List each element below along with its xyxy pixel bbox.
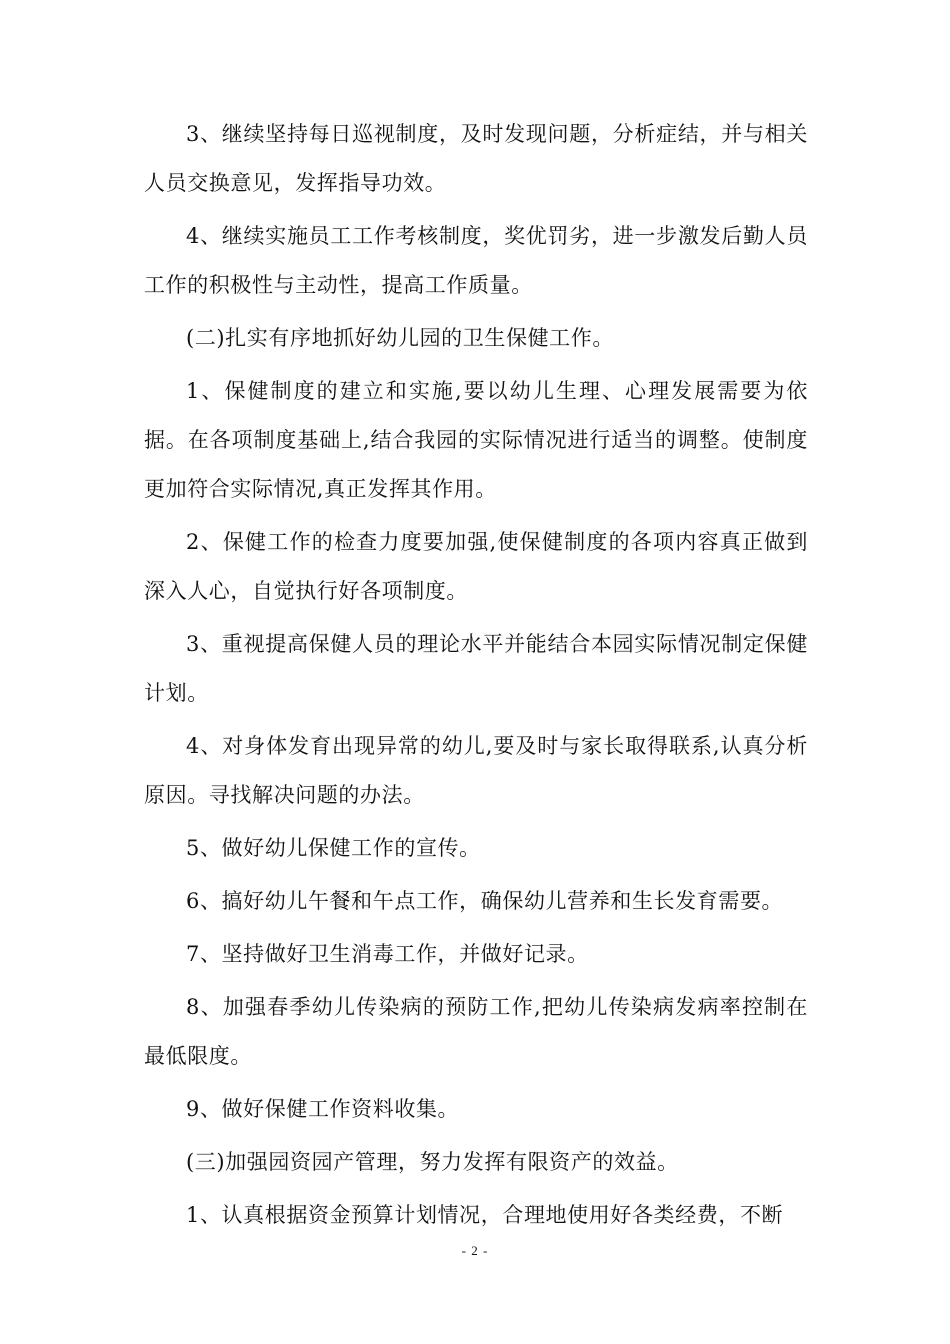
section-heading-3: (三)加强园资园产管理，努力发挥有限资产的效益。 xyxy=(186,1150,679,1174)
paragraph-health-4: 4、对身体发育出现异常的幼儿,要及时与家长取得联系,认真分析原因。寻找解决问题的办法。 xyxy=(144,734,808,807)
paragraph-health-1: 1、保健制度的建立和实施,要以幼儿生理、心理发展需要为依据。在各项制度基础上,结合我园的实际情况进行适当的调整。使制度更加符合实际情况,真正发挥其作用。 xyxy=(144,379,808,501)
page-number: - 2 - xyxy=(461,1243,489,1258)
paragraph-item-3-inspection: 3、继续坚持每日巡视制度，及时发现问题，分析症结，并与相关人员交换意见，发挥指导功效。 xyxy=(144,122,808,195)
section-heading-2: (二)扎实有序地抓好幼儿园的卫生保健工作。 xyxy=(186,326,614,350)
paragraph-health-9: 9、做好保健工作资料收集。 xyxy=(186,1097,460,1121)
paragraph-assets-1: 1、认真根据资金预算计划情况，合理地使用好各类经费，不断 xyxy=(186,1203,784,1227)
paragraph-health-8: 8、加强春季幼儿传染病的预防工作,把幼儿传染病发病率控制在最低限度。 xyxy=(144,995,808,1068)
paragraph-health-6: 6、搞好幼儿午餐和午点工作，确保幼儿营养和生长发育需要。 xyxy=(186,889,784,913)
paragraph-health-3: 3、重视提高保健人员的理论水平并能结合本园实际情况制定保健计划。 xyxy=(144,632,808,705)
paragraph-health-7: 7、坚持做好卫生消毒工作，并做好记录。 xyxy=(186,942,589,966)
document-body xyxy=(144,110,808,1244)
paragraph-health-5: 5、做好幼儿保健工作的宣传。 xyxy=(186,836,481,860)
paragraph-item-4-assessment: 4、继续实施员工工作考核制度，奖优罚劣，进一步激发后勤人员工作的积极性与主动性，提高工作质量。 xyxy=(144,224,808,297)
paragraph-health-2: 2、保健工作的检查力度要加强,使保健制度的各项内容真正做到深入人心，自觉执行好各项制度。 xyxy=(144,530,808,603)
